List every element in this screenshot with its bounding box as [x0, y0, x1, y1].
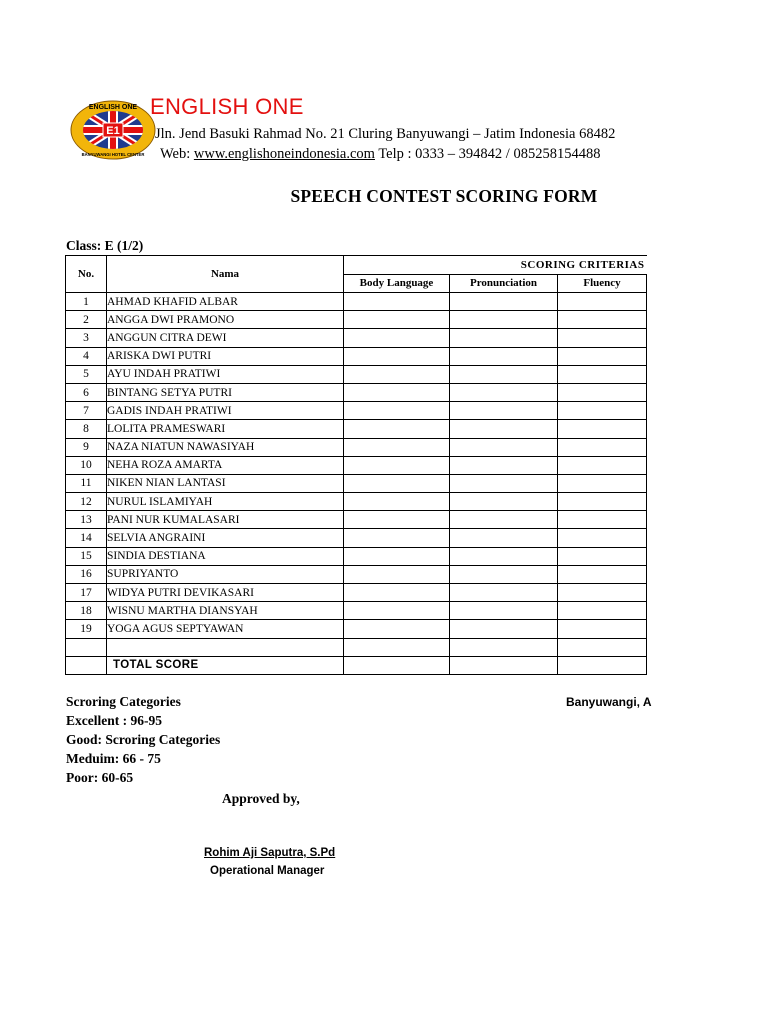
score-pronunciation[interactable]	[450, 547, 558, 565]
organization-name: ENGLISH ONE	[150, 94, 304, 119]
score-body-language[interactable]	[344, 602, 450, 620]
score-body-language[interactable]	[344, 565, 450, 583]
total-pronunciation[interactable]	[450, 656, 558, 674]
row-number: 1	[66, 293, 107, 311]
student-name: SELVIA ANGRAINI	[107, 529, 344, 547]
class-label-key: Class:	[66, 238, 102, 253]
student-name: ANGGA DWI PRAMONO	[107, 311, 344, 329]
logo-bottom-text: BANYUWANGI HOTEL CENTER	[81, 152, 145, 157]
score-body-language[interactable]	[344, 456, 450, 474]
score-pronunciation[interactable]	[450, 329, 558, 347]
score-fluency[interactable]	[558, 511, 647, 529]
total-row	[66, 656, 647, 674]
total-body-language[interactable]	[344, 656, 450, 674]
student-name: GADIS INDAH PRATIWI	[107, 402, 344, 420]
signer-name: Rohim Aji Saputra, S.Pd	[204, 847, 336, 859]
student-name: AHMAD KHAFID ALBAR	[107, 293, 344, 311]
organization-address: Jln. Jend Basuki Rahmad No. 21 Cluring Banyuwangi – Jatim Indonesia 68482	[155, 126, 616, 142]
score-fluency[interactable]	[558, 420, 647, 438]
table-row	[66, 438, 647, 456]
row-number: 10	[66, 456, 107, 474]
row-number: 5	[66, 365, 107, 383]
category-medium: Meduim: 66 - 75	[66, 751, 161, 766]
score-pronunciation[interactable]	[450, 438, 558, 456]
score-fluency[interactable]	[558, 529, 647, 547]
score-body-language[interactable]	[344, 529, 450, 547]
english-one-logo	[70, 100, 156, 160]
student-name: ANGGUN CITRA DEWI	[107, 329, 344, 347]
table-row	[66, 365, 647, 383]
student-name: WISNU MARTHA DIANSYAH	[107, 602, 344, 620]
table-row	[66, 529, 647, 547]
place-date: Banyuwangi, A	[566, 695, 652, 709]
student-name: ARISKA DWI PUTRI	[107, 347, 344, 365]
student-name: NURUL ISLAMIYAH	[107, 493, 344, 511]
score-body-language[interactable]	[344, 511, 450, 529]
table-row	[66, 383, 647, 401]
criteria-fluency: Fluency	[558, 274, 647, 293]
table-row	[66, 584, 647, 602]
empty-cell	[558, 638, 647, 656]
score-pronunciation[interactable]	[450, 456, 558, 474]
empty-cell	[66, 638, 107, 656]
score-pronunciation[interactable]	[450, 493, 558, 511]
score-pronunciation[interactable]	[450, 402, 558, 420]
score-fluency[interactable]	[558, 602, 647, 620]
score-fluency[interactable]	[558, 293, 647, 311]
score-pronunciation[interactable]	[450, 602, 558, 620]
score-fluency[interactable]	[558, 474, 647, 492]
table-row	[66, 329, 647, 347]
score-fluency[interactable]	[558, 347, 647, 365]
table-row	[66, 347, 647, 365]
score-fluency[interactable]	[558, 493, 647, 511]
score-body-language[interactable]	[344, 383, 450, 401]
total-score-label: TOTAL SCORE	[107, 656, 344, 674]
student-name: WIDYA PUTRI DEVIKASARI	[107, 584, 344, 602]
category-good: Good: Scroring Categories	[66, 732, 221, 747]
score-body-language[interactable]	[344, 584, 450, 602]
score-fluency[interactable]	[558, 438, 647, 456]
score-fluency[interactable]	[558, 402, 647, 420]
criteria-header: SCORING CRITERIAS	[344, 256, 647, 275]
score-body-language[interactable]	[344, 329, 450, 347]
student-name: YOGA AGUS SEPTYAWAN	[107, 620, 344, 638]
logo-center-text: E1	[106, 125, 120, 137]
row-number: 12	[66, 493, 107, 511]
signer-role: Operational Manager	[210, 865, 325, 877]
student-name: SUPRIYANTO	[107, 565, 344, 583]
student-name: NEHA ROZA AMARTA	[107, 456, 344, 474]
table-row-empty	[66, 638, 647, 656]
empty-cell	[450, 638, 558, 656]
table-row	[66, 602, 647, 620]
row-number: 11	[66, 474, 107, 492]
row-number: 8	[66, 420, 107, 438]
score-pronunciation[interactable]	[450, 365, 558, 383]
organization-contact	[160, 146, 600, 163]
score-body-language[interactable]	[344, 620, 450, 638]
table-row	[66, 547, 647, 565]
table-row	[66, 293, 647, 311]
score-fluency[interactable]	[558, 620, 647, 638]
score-pronunciation[interactable]	[450, 511, 558, 529]
category-poor: Poor: 60-65	[66, 770, 134, 785]
row-number: 18	[66, 602, 107, 620]
phone-numbers: Telp : 0333 – 394842 / 085258154488	[374, 146, 601, 162]
class-label-value: E (1/2)	[104, 238, 144, 253]
score-fluency[interactable]	[558, 311, 647, 329]
table-row	[66, 565, 647, 583]
student-name: SINDIA DESTIANA	[107, 547, 344, 565]
score-fluency[interactable]	[558, 547, 647, 565]
category-excellent: Excellent : 96-95	[66, 713, 162, 728]
score-body-language[interactable]	[344, 402, 450, 420]
table-row	[66, 420, 647, 438]
score-fluency[interactable]	[558, 365, 647, 383]
student-name: BINTANG SETYA PUTRI	[107, 383, 344, 401]
logo-top-text: ENGLISH ONE	[88, 104, 138, 111]
score-pronunciation[interactable]	[450, 311, 558, 329]
table-row	[66, 311, 647, 329]
student-name: LOLITA PRAMESWARI	[107, 420, 344, 438]
web-label: Web:	[160, 146, 194, 162]
score-body-language[interactable]	[344, 420, 450, 438]
table-row	[66, 402, 647, 420]
criteria-body-language: Body Language	[344, 274, 450, 293]
column-header-name: Nama	[107, 256, 344, 293]
approved-by-label: Approved by,	[222, 791, 300, 806]
score-fluency[interactable]	[558, 565, 647, 583]
score-body-language[interactable]	[344, 474, 450, 492]
score-fluency[interactable]	[558, 456, 647, 474]
score-body-language[interactable]	[344, 365, 450, 383]
row-number: 6	[66, 383, 107, 401]
score-pronunciation[interactable]	[450, 293, 558, 311]
row-number: 2	[66, 311, 107, 329]
table-row	[66, 456, 647, 474]
row-number: 17	[66, 584, 107, 602]
score-pronunciation[interactable]	[450, 529, 558, 547]
table-row	[66, 493, 647, 511]
scoring-table	[65, 255, 647, 675]
column-header-no: No.	[66, 256, 107, 293]
row-number: 14	[66, 529, 107, 547]
score-body-language[interactable]	[344, 347, 450, 365]
table-row	[66, 474, 647, 492]
row-number: 16	[66, 565, 107, 583]
score-fluency[interactable]	[558, 584, 647, 602]
score-body-language[interactable]	[344, 493, 450, 511]
criteria-pronunciation: Pronunciation	[450, 274, 558, 293]
student-name: PANI NUR KUMALASARI	[107, 511, 344, 529]
row-number: 15	[66, 547, 107, 565]
form-title: SPEECH CONTEST SCORING FORM	[290, 186, 598, 206]
row-number: 19	[66, 620, 107, 638]
score-pronunciation[interactable]	[450, 474, 558, 492]
score-pronunciation[interactable]	[450, 565, 558, 583]
score-fluency[interactable]	[558, 383, 647, 401]
score-body-language[interactable]	[344, 547, 450, 565]
total-fluency[interactable]	[558, 656, 647, 674]
website-link[interactable]: www.englishoneindonesia.com	[193, 146, 375, 162]
row-number: 3	[66, 329, 107, 347]
score-pronunciation[interactable]	[450, 383, 558, 401]
score-pronunciation[interactable]	[450, 584, 558, 602]
table-row	[66, 511, 647, 529]
score-pronunciation[interactable]	[450, 420, 558, 438]
row-number: 13	[66, 511, 107, 529]
score-pronunciation[interactable]	[450, 620, 558, 638]
row-number: 4	[66, 347, 107, 365]
categories-title: Scroring Categories	[66, 694, 181, 709]
student-name: NAZA NIATUN NAWASIYAH	[107, 438, 344, 456]
empty-cell	[344, 638, 450, 656]
table-row	[66, 620, 647, 638]
row-number: 9	[66, 438, 107, 456]
total-no-cell	[66, 656, 107, 674]
score-fluency[interactable]	[558, 329, 647, 347]
row-number: 7	[66, 402, 107, 420]
empty-cell	[107, 638, 344, 656]
student-name: AYU INDAH PRATIWI	[107, 365, 344, 383]
class-label	[66, 238, 143, 254]
score-body-language[interactable]	[344, 311, 450, 329]
score-pronunciation[interactable]	[450, 347, 558, 365]
student-name: NIKEN NIAN LANTASI	[107, 474, 344, 492]
score-body-language[interactable]	[344, 293, 450, 311]
score-body-language[interactable]	[344, 438, 450, 456]
